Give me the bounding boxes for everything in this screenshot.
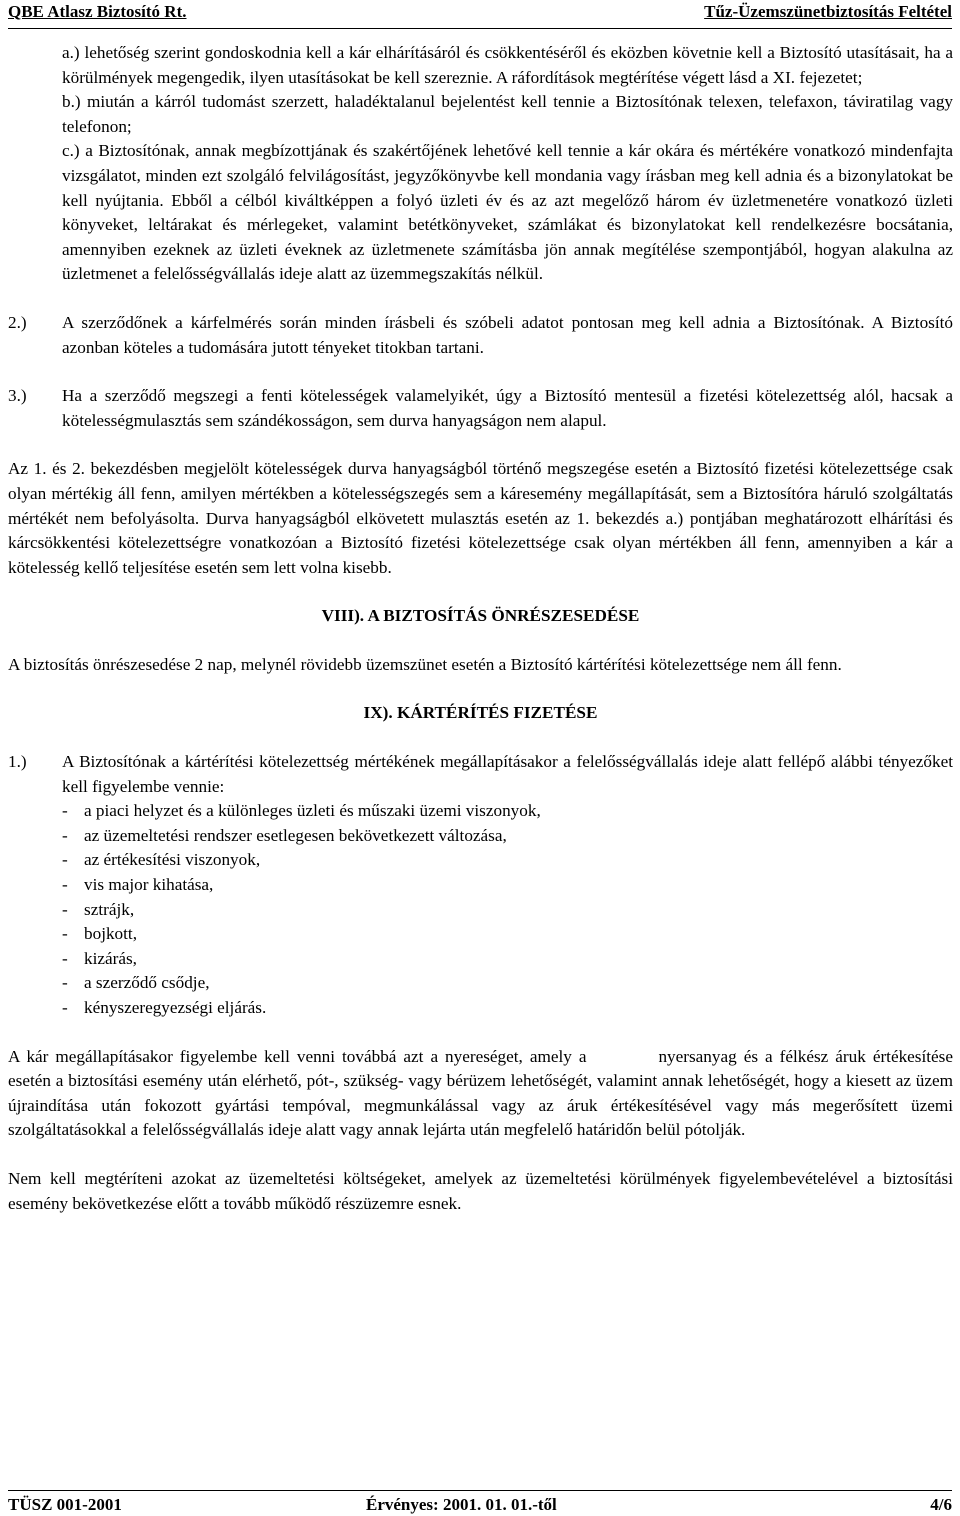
paragraph-3-text: Ha a szerződő megszegi a fenti kötelességek valamelyikét, úgy a Biztosító mentesül a fizetési kötelezettség alól, hacsak a kötelességmulasztás sem szándékosságon, sem durva hanyagságon nem alapul.: [62, 386, 953, 430]
document-body: [8, 41, 953, 1216]
paragraph-3: [8, 384, 953, 433]
paragraph-2-number: 2.): [8, 312, 27, 332]
paragraph-2-text: A szerződőnek a kárfelmérés során minden írásbeli és szóbeli adatot pontosan meg kell adnia a Biztosítónak. A Biztosító azonban köteles a tudomására jutott tényeket titokban tartani.: [62, 312, 953, 357]
paragraph-2: [8, 311, 953, 360]
factor-list: [62, 799, 953, 1020]
item-a: [8, 41, 953, 90]
item-b-label: b.): [62, 92, 81, 112]
list-item: - az üzemeltetési rendszer esetlegesen bekövetkezett változása,: [62, 825, 507, 845]
section-viii-heading: VIII). A BIZTOSÍTÁS ÖNRÉSZESEDÉSE: [321, 606, 640, 626]
list-item: - bojkott,: [62, 924, 137, 944]
page-footer: [8, 1490, 952, 1516]
item-c: [8, 139, 953, 287]
header-company: QBE Atlasz Biztosító Rt.: [8, 2, 187, 21]
header-document-title: Tűz-Üzemszünetbiztosítás Feltétel: [704, 2, 952, 21]
paragraph-3-number: 3.): [8, 386, 27, 406]
footer-document-code: TÜSZ 001-2001: [8, 1495, 122, 1514]
list-item: - sztrájk,: [62, 899, 135, 919]
item-c-label: c.): [62, 141, 80, 161]
section-ix-p1-body: [62, 750, 953, 1021]
item-a-text: lehetőség szerint gondoskodnia kell a kár elhárításáról és csökkentéséről és eközben követnie kell a Biztosító utasításait, ha a körülmények megengedik, ilyen utasításokat be kell szereznie. A ráfordítások megtérítése végett lásd a XI. fejezetet;: [62, 43, 953, 87]
operating-costs-paragraph: Nem kell megtéríteni azokat az üzemeltetési költségeket, amelyek az üzemeltetési körülmények figyelembevételével a biztosítási esemény bekövetkezése előtt a tovább működő részüzemre esnek.: [8, 1168, 953, 1213]
list-item: - kényszeregyezségi eljárás.: [62, 998, 267, 1017]
item-b-text: miután a kárról tudomást szerzett, haladéktalanul bejelentést kell tennie a Biztosítónak telexen, telefaxon, táviratilag vagy telefonon;: [62, 92, 954, 136]
list-item: - a szerződő csődje,: [62, 973, 210, 993]
list-item: - vis major kihatása,: [62, 875, 214, 895]
closing-paragraph: Az 1. és 2. bekezdésben megjelölt kötelességek durva hanyagságból történő megszegése esetén a Biztosító fizetési kötelezettsége csak olyan mértékig áll fenn, amilyen mértékben a kötelességszegés sem a káresemény megállapítását, sem a Biztosítóra háruló szolgáltatás mértékét nem befolyásolta. Durva hanyagságból elkövetett mulasztás esetén az 1. bekezdés a.) pontjában meghatározott elhárítási és kárcsökkentési kötelezettségre vonatkozóan a Biztosító fizetési kötelezettsége csak olyan mértékben áll fenn, amennyiben a kár a kötelesség kellő teljesítése esetén sem lett volna kisebb.: [8, 459, 953, 577]
item-a-label: a.): [62, 43, 80, 62]
section-ix-p1-number: 1.): [8, 752, 27, 772]
footer-validity: Érvényes: 2001. 01. 01.-től: [366, 1495, 557, 1514]
item-b: [8, 90, 953, 139]
section-ix-p1-text: A Biztosítónak a kártérítési kötelezettség mértékének megállapításakor a felelősségvállalás ideje alatt fellépő alábbi tényezőket kell figyelembe vennie:: [62, 752, 953, 796]
profit-paragraph-rest: nyersanyag és a félkész áruk értékesítése esetén a biztosítási esemény után elérhető, pót-, szükség- vagy bérüzem lehetőségét, valamint annak lehetőségét, hogy a kiesett az üzem újraindítása után fokozott gyártási tempóval, megmunkálással vagy az áruk értékesítésével vagy más megerősített üzemi szolgáltatásokkal a felelősségvállalás ideje alatt vagy annak lejárta után megfelelő határidőn belül pótolják.: [8, 1046, 953, 1140]
list-item: - a piaci helyzet és a különleges üzleti és műszaki üzemi viszonyok,: [62, 801, 541, 821]
list-item: - kizárás,: [62, 948, 137, 968]
section-viii-text: A biztosítás önrészesedése 2 nap, melynél rövidebb üzemszünet esetén a Biztosító kártérítési kötelezettsége nem áll fenn.: [8, 654, 842, 674]
profit-paragraph: [8, 1045, 953, 1143]
footer-page-number: 4/6: [930, 1495, 952, 1514]
list-item: - az értékesítési viszonyok,: [62, 850, 261, 870]
section-ix-paragraph-1: [8, 750, 953, 1021]
section-ix-heading: IX). KÁRTÉRÍTÉS FIZETÉSE: [363, 703, 598, 723]
profit-paragraph-start: A kár megállapításakor figyelembe kell venni továbbá azt a nyereséget, amely a: [8, 1046, 587, 1066]
page-header: [8, 0, 952, 29]
item-c-text: a Biztosítónak, annak megbízottjának és szakértőjének lehetővé kell tennie a kár okára és mértékére vonatkozó mindenfajta vizsgálatot, minden ezt szolgáló felvilágosítást, jegyzőkönyvbe kell mondania vagy írásban meg kell adnia és a bizonylatokat be kell nyújtania. Ebből a célból kiváltképpen a folyó üzleti év és az azt megelőző három év üzletmenetére vonatkozó üzleti könyveket, leltárakat és mérlegeket, valamint betétkönyveket, számlákat és bizonylatokat kell rendelkezésre bocsátania, amennyiben ezeknek az üzleti éveknek az üzletmenete számításba jön annak megítélése szempontjából, hogyan alakulna az üzletmenet a felelősségvállalás ideje alatt az üzemmegszakítás nélkül.: [62, 141, 954, 284]
